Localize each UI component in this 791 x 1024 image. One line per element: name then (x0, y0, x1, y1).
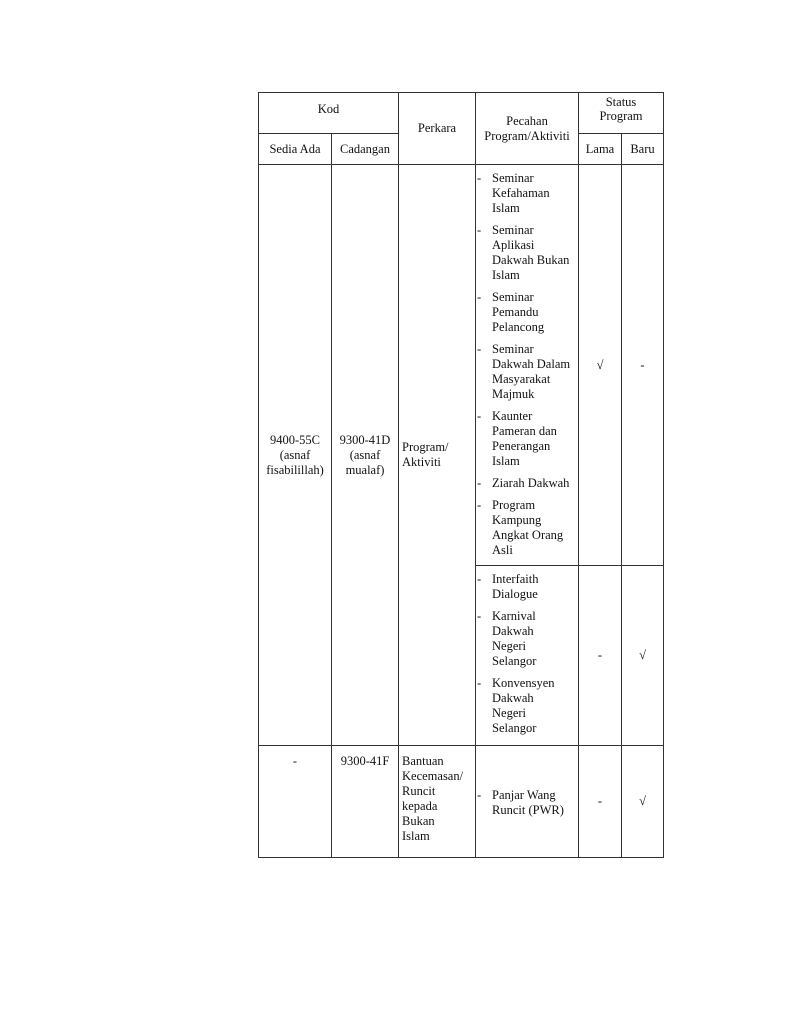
activity-text (492, 171, 574, 216)
list-item (476, 409, 574, 469)
activity-line: Aplikasi (492, 238, 535, 252)
activity-text (492, 476, 574, 491)
list-item (476, 572, 574, 602)
perkara-2-line: Bukan (402, 814, 435, 828)
list-item (476, 342, 574, 402)
activity-line: Asli (492, 543, 513, 557)
cadangan-1-line: mualaf) (345, 462, 385, 477)
cadangan-1-line: 9300-41D (339, 432, 391, 447)
activity-line: Konvensyen (492, 676, 555, 690)
list-item (476, 676, 574, 736)
activity-line: Pelancong (492, 320, 545, 334)
bullet-dash: - (477, 342, 482, 356)
list-item (476, 290, 574, 335)
table-row-1a (259, 165, 664, 566)
list-item (476, 476, 574, 491)
bullet-dash: - (477, 498, 482, 512)
activity-line: Seminar (492, 171, 534, 185)
header-lama: Lama (579, 134, 622, 165)
bullet-dash: - (477, 171, 482, 185)
activity-text (492, 609, 574, 669)
activity-line: Penerangan (492, 439, 551, 453)
perkara-2-text (402, 754, 472, 844)
activity-line: Kampung (492, 513, 542, 527)
sedia-ada-1-line: (asnaf (279, 447, 311, 462)
header-pecahan (476, 93, 579, 165)
activity-line: Pameran dan (492, 424, 557, 438)
perkara-1-line: Program/ (402, 440, 449, 454)
bullet-dash: - (477, 223, 482, 237)
activity-line: Karnival (492, 609, 536, 623)
header-pecahan-line2: Program/Aktiviti (484, 128, 570, 143)
cell-baru-group2: √ (622, 566, 664, 746)
bullet-dash: - (477, 676, 482, 690)
activity-line: Islam (492, 454, 520, 468)
activity-line: Runcit (PWR) (492, 802, 564, 817)
header-status (579, 93, 664, 134)
sedia-ada-1-line: 9400-55C (270, 432, 320, 447)
header-status-line2: Program (599, 109, 643, 123)
perkara-1-line: Aktiviti (402, 455, 441, 469)
activity-text (492, 676, 574, 736)
bullet-dash: - (477, 409, 482, 423)
cell-lama-group1: √ (579, 165, 622, 566)
activity-line: Dialogue (492, 587, 538, 601)
sedia-ada-1-text (259, 433, 331, 478)
header-cadangan: Cadangan (332, 134, 399, 165)
cell-activities-group2 (476, 566, 579, 746)
activity-text (492, 223, 574, 283)
activity-line: Selangor (492, 654, 537, 668)
table-row-2 (259, 746, 664, 858)
activity-list-row2 (476, 788, 574, 818)
cell-activities-row2 (476, 746, 579, 858)
activity-line: Ziarah Dakwah (492, 476, 570, 490)
activity-text (492, 290, 574, 335)
bullet-dash: - (477, 290, 482, 304)
activity-line: Kefahaman (492, 186, 550, 200)
list-item (476, 223, 574, 283)
header-kod: Kod (259, 93, 399, 134)
activity-text (492, 498, 574, 558)
activity-text (492, 409, 574, 469)
bullet-dash: - (477, 609, 482, 623)
activity-line: Selangor (492, 721, 537, 735)
activity-line: Angkat Orang (492, 528, 564, 542)
activity-line: Pemandu (492, 305, 539, 319)
bullet-dash: - (477, 476, 482, 490)
activity-line: Islam (492, 268, 520, 282)
perkara-2-line: Islam (402, 829, 430, 843)
program-table (258, 92, 664, 858)
activity-line: Kaunter (492, 409, 533, 423)
perkara-2-line: kepada (402, 799, 438, 813)
cell-sedia-ada-1 (259, 165, 332, 746)
bullet-dash: - (477, 787, 482, 802)
activity-text (492, 342, 574, 402)
sedia-ada-1-line: fisabilillah) (266, 462, 324, 477)
cell-baru-row2: √ (622, 746, 664, 858)
bullet-dash: - (477, 572, 482, 586)
perkara-1-text (402, 440, 472, 470)
cadangan-1-line: (asnaf (349, 447, 381, 462)
activity-line: Dakwah Bukan (492, 253, 570, 267)
cell-perkara-2 (399, 746, 476, 858)
cell-sedia-ada-2: - (259, 746, 332, 858)
perkara-2-line: Bantuan (402, 754, 444, 768)
cell-cadangan-1 (332, 165, 399, 746)
list-item (476, 498, 574, 558)
activity-line: Negeri (492, 639, 527, 653)
header-baru: Baru (622, 134, 664, 165)
activity-list-group2 (476, 572, 574, 736)
perkara-2-line: Kecemasan/ (402, 769, 464, 783)
header-sedia-ada: Sedia Ada (259, 134, 332, 165)
cell-baru-group1: - (622, 165, 664, 566)
activity-line: Seminar (492, 290, 534, 304)
list-item (476, 788, 574, 818)
activity-line: Masyarakat (492, 372, 551, 386)
perkara-2-line: Runcit (402, 784, 436, 798)
cell-lama-group2: - (579, 566, 622, 746)
activity-line: Dakwah Dalam (492, 357, 571, 371)
cadangan-1-text (332, 433, 398, 478)
header-pecahan-line1: Pecahan (506, 113, 548, 128)
activity-line: Dakwah (492, 691, 534, 705)
activity-line: Program (492, 498, 536, 512)
activity-text (492, 572, 574, 602)
activity-line: Seminar (492, 342, 534, 356)
cell-lama-row2: - (579, 746, 622, 858)
activity-list-group1 (476, 171, 574, 558)
activity-line: Panjar Wang (492, 787, 556, 802)
header-row-1 (259, 93, 664, 134)
activity-line: Islam (492, 201, 520, 215)
cell-perkara-1 (399, 165, 476, 746)
activity-line: Negeri (492, 706, 527, 720)
cell-cadangan-2: 9300-41F (332, 746, 399, 858)
activity-line: Seminar (492, 223, 534, 237)
activity-line: Majmuk (492, 387, 535, 401)
cell-activities-group1 (476, 165, 579, 566)
list-item (476, 609, 574, 669)
list-item (476, 171, 574, 216)
header-status-line1: Status (605, 95, 637, 109)
activity-line: Interfaith (492, 572, 539, 586)
activity-text (492, 788, 574, 818)
activity-line: Dakwah (492, 624, 534, 638)
header-perkara: Perkara (399, 93, 476, 165)
